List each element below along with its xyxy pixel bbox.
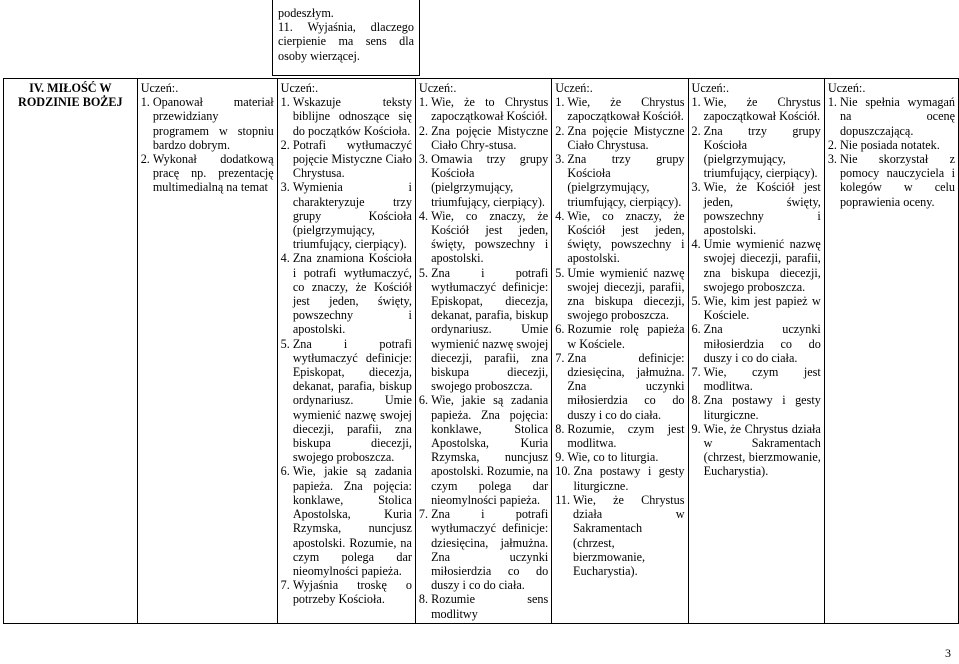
list-item: [692, 322, 821, 365]
page-number: 3: [945, 645, 951, 660]
item-text: Zna trzy grupy Kościoła (pielgrzymujący, triumfujący, cierpiący).: [567, 152, 685, 209]
item-number: 4.: [280, 251, 290, 266]
grade-column: [688, 79, 824, 624]
item-number: 6.: [555, 322, 565, 337]
item-text: Wie, że Kościół jest jeden, święty, powszechny i apostolski.: [703, 180, 821, 238]
section-title: IV. MIŁOŚĆ W RODZINIE BOŻEJ: [18, 81, 123, 110]
item-text: Wie, jakie są zadania papieża. Zna pojęcia: konklawe, Stolica Apostolska, Kuria Rzymska, nuncjusz apostolski. Rozumie, na czym polega dar nieomylności papieża.: [431, 393, 549, 507]
item-text: Wykonał dodatkową pracę np. prezentację multimedialną na temat: [152, 152, 274, 195]
item-text: Wie, czym jest modlitwa.: [703, 365, 821, 394]
item-text: Umie wymienić nazwę swojej diecezji, parafii, zna biskupa diecezji, swojego proboszcza.: [703, 237, 821, 294]
item-number: 5.: [555, 265, 565, 280]
list-item: [281, 251, 412, 336]
item-number: 1.: [418, 95, 429, 110]
item-number: 1.: [827, 95, 837, 110]
list-item: [419, 507, 548, 592]
list-item: [555, 351, 684, 422]
item-text: Zna postawy i gesty liturgiczne.: [573, 464, 685, 493]
top-table: [272, 0, 420, 76]
list-item: [281, 578, 412, 606]
item-text: Omawia trzy grupy Kościoła (pielgrzymujący, triumfujący, cierpiący).: [431, 152, 549, 209]
item-text: Zna pojęcie Mistyczne Ciało Chrystusa.: [567, 123, 685, 152]
grade-column: [552, 79, 688, 624]
item-number: 7.: [418, 507, 429, 522]
list-item: [419, 592, 548, 620]
requirements-list: [692, 95, 821, 478]
list-item: [692, 237, 821, 294]
item-number: 7.: [555, 350, 565, 365]
item-number: 9.: [691, 421, 701, 436]
list-item: [281, 180, 412, 251]
item-number: 10.: [555, 464, 571, 479]
item-text: Zna definicje: dziesięcina, jałmużna. Zna uczynki miłosierdzia co do duszy i co do ciała.: [567, 350, 685, 422]
item-number: 1.: [555, 95, 565, 110]
grading-table: [3, 78, 959, 624]
column-header: Uczeń:.: [418, 81, 457, 95]
item-text: Nie spełnia wymagań na ocenę dopuszczającą.: [839, 95, 955, 138]
list-item: [281, 464, 412, 578]
column-header: Uczeń:.: [140, 81, 179, 95]
list-item: [692, 180, 821, 237]
item-number: 2.: [555, 123, 565, 138]
item-text: Wie, że Chrystus zapoczątkował Kościół.: [703, 95, 821, 124]
list-item: [555, 493, 684, 578]
requirements-list: [141, 95, 274, 194]
list-item: [692, 124, 821, 181]
item-text: Potrafi wytłumaczyć pojęcie Mistyczne Ciało Chrystusa.: [292, 137, 412, 181]
list-item: [828, 152, 955, 209]
top-cell: [273, 0, 420, 76]
item-text: Wie, co znaczy, że Kościół jest jeden, święty, powszechny i apostolski.: [431, 208, 549, 266]
item-text: Zna uczynki miłosierdzia co do duszy i co do ciała.: [703, 322, 821, 365]
section-title-cell: [4, 79, 138, 624]
item-text: Nie skorzystał z pomocy nauczyciela i kolegów w celu poprawienia oceny.: [839, 152, 955, 209]
grade-column: [415, 79, 551, 624]
list-item: [692, 95, 821, 123]
list-item: [141, 95, 274, 152]
item-text: Wie, że Chrystus działa w Sakramentach (chrzest, bierzmowanie, Eucharystia).: [573, 492, 685, 578]
item-text: Wie, że Chrystus zapoczątkował Kościół.: [567, 95, 685, 124]
list-item: [555, 95, 684, 123]
item-text: Zna pojęcie Mistyczne Ciało Chry-stusa.: [431, 123, 549, 152]
column-header: Uczeń:.: [280, 81, 319, 95]
list-item: [692, 422, 821, 479]
item-number: 4.: [418, 208, 429, 223]
item-number: 4.: [691, 237, 701, 252]
list-item: [419, 152, 548, 209]
item-text: Wie, że Chrystus działa w Sakramentach (chrzest, bierzmowanie, Eucharystia).: [703, 421, 821, 479]
item-number: 3.: [827, 152, 837, 167]
item-text: Rozumie sens modlitwy: [431, 592, 549, 621]
item-number: 1.: [280, 95, 290, 110]
item-number: 3.: [418, 152, 429, 167]
item-number: 8.: [418, 592, 429, 607]
list-item: [419, 393, 548, 507]
requirements-list: [828, 95, 955, 209]
list-item: [555, 124, 684, 152]
item-number: 2.: [140, 152, 150, 167]
item-number: 3.: [280, 180, 290, 195]
item-text: Wie, co znaczy, że Kościół jest jeden, święty, powszechny i apostolski.: [567, 208, 685, 266]
item-text: Rozumie rolę papieża w Kościele.: [567, 322, 685, 351]
item-number: 5.: [418, 265, 429, 280]
item-number: 2.: [280, 137, 290, 152]
requirements-list: [419, 95, 548, 621]
grade-column: [824, 79, 958, 624]
list-item: [692, 393, 821, 421]
item-text: Wie, kim jest papież w Kościele.: [703, 294, 821, 323]
item-number: 7.: [691, 365, 701, 380]
list-item: [281, 138, 412, 181]
item-number: 6.: [280, 464, 290, 479]
item-text: Wie, jakie są zadania papieża. Zna pojęcia: konklawe, Stolica Apostolska, Kuria Rzymska, nuncjusz apostolski. Rozumie, na czym polega dar nieomylności papieża.: [292, 464, 412, 578]
item-text: Zna postawy i gesty liturgiczne.: [703, 393, 821, 422]
item-text: Zna znamiona Kościoła i potrafi wytłumaczyć, co znaczy, że Kościół jest jeden, święty, powszechny i apostolski.: [292, 251, 412, 337]
item-text: Wskazuje teksty biblijne odnoszące się do początków Kościoła.: [292, 95, 412, 138]
requirements-list: [281, 95, 412, 606]
item-text: Opanował materiał przewidziany programem w stopniu bardzo dobrym.: [152, 95, 274, 152]
column-header: Uczeń:.: [827, 81, 866, 95]
list-item: [828, 95, 955, 138]
item-number: 5.: [691, 294, 701, 309]
item-number: 6.: [691, 322, 701, 337]
list-item: [555, 450, 684, 464]
item-number: 2.: [691, 123, 701, 138]
item-text: Nie posiada notatek.: [839, 137, 940, 152]
item-number: 9.: [555, 450, 565, 465]
column-header: Uczeń:.: [555, 81, 593, 95]
grade-column: [277, 79, 415, 624]
item-text: Zna i potrafi wytłumaczyć definicje: Episkopat, diecezja, dekanat, parafia, biskup ordynariusz. Umie wymienić nazwę swojej diecezji, parafii, zna biskupa diecezji, swojego proboszcza.: [292, 336, 412, 465]
list-item: [555, 152, 684, 209]
item-text: Zna i potrafi wytłumaczyć definicje: Episkopat, diecezja, dekanat, parafia, biskup ordynariusz. Umie wymienić nazwę swojej diecezji, parafii, zna biskupa diecezji, swojego proboszcza.: [431, 265, 549, 394]
item-number: 1.: [691, 95, 701, 110]
grade-column: [137, 79, 277, 624]
item-number: 4.: [555, 208, 565, 223]
item-text: Rozumie, czym jest modlitwa.: [567, 421, 685, 451]
list-item: [692, 365, 821, 393]
item-text: Wymienia i charakteryzuje trzy grupy Kościoła (pielgrzymujący, triumfujący, cierpiący).: [292, 180, 412, 252]
list-item: [555, 209, 684, 266]
list-item: [555, 464, 684, 492]
list-item: [419, 209, 548, 266]
item-text: Wie, co to liturgia.: [567, 450, 659, 465]
item-number: 2.: [827, 137, 837, 152]
item-number: 6.: [418, 393, 429, 408]
item-number: 11.: [555, 492, 571, 507]
list-item: [555, 266, 684, 323]
top-cell-line: podeszłym.: [278, 6, 334, 20]
item-text: Umie wymienić nazwę swojej diecezji, parafii, zna biskupa diecezji, swojego proboszcza.: [567, 265, 685, 323]
list-item: [828, 138, 955, 152]
item-number: 3.: [691, 180, 701, 195]
item-number: 3.: [555, 152, 565, 167]
list-item: [419, 95, 548, 123]
item-text: Zna trzy grupy Kościoła (pielgrzymujący, triumfujący, cierpiący).: [703, 123, 821, 181]
list-item: [419, 124, 548, 152]
item-number: 1.: [140, 95, 150, 110]
item-number: 8.: [555, 421, 565, 436]
requirements-list: [555, 95, 684, 578]
list-item: [281, 337, 412, 465]
item-number: 5.: [280, 336, 290, 351]
list-item: [555, 322, 684, 350]
list-item: [141, 152, 274, 195]
column-header: Uczeń:.: [691, 81, 730, 95]
list-item: [419, 266, 548, 394]
item-text: Zna i potrafi wytłumaczyć definicje: dziesięcina, jałmużna. Zna uczynki miłosierdzia co do duszy i co do ciała.: [431, 507, 549, 593]
item-number: 8.: [691, 393, 701, 408]
list-item: [555, 422, 684, 450]
item-number: 7.: [280, 578, 290, 593]
item-text: Wyjaśnia troskę o potrzeby Kościoła.: [292, 578, 412, 607]
top-cell-line: 11. Wyjaśnia, dlaczego cierpienie ma sens dla osoby wierzącej.: [278, 20, 414, 63]
item-number: 2.: [418, 123, 429, 138]
item-text: Wie, że to Chrystus zapoczątkował Kościół.: [431, 95, 549, 124]
list-item: [692, 294, 821, 322]
list-item: [281, 95, 412, 138]
